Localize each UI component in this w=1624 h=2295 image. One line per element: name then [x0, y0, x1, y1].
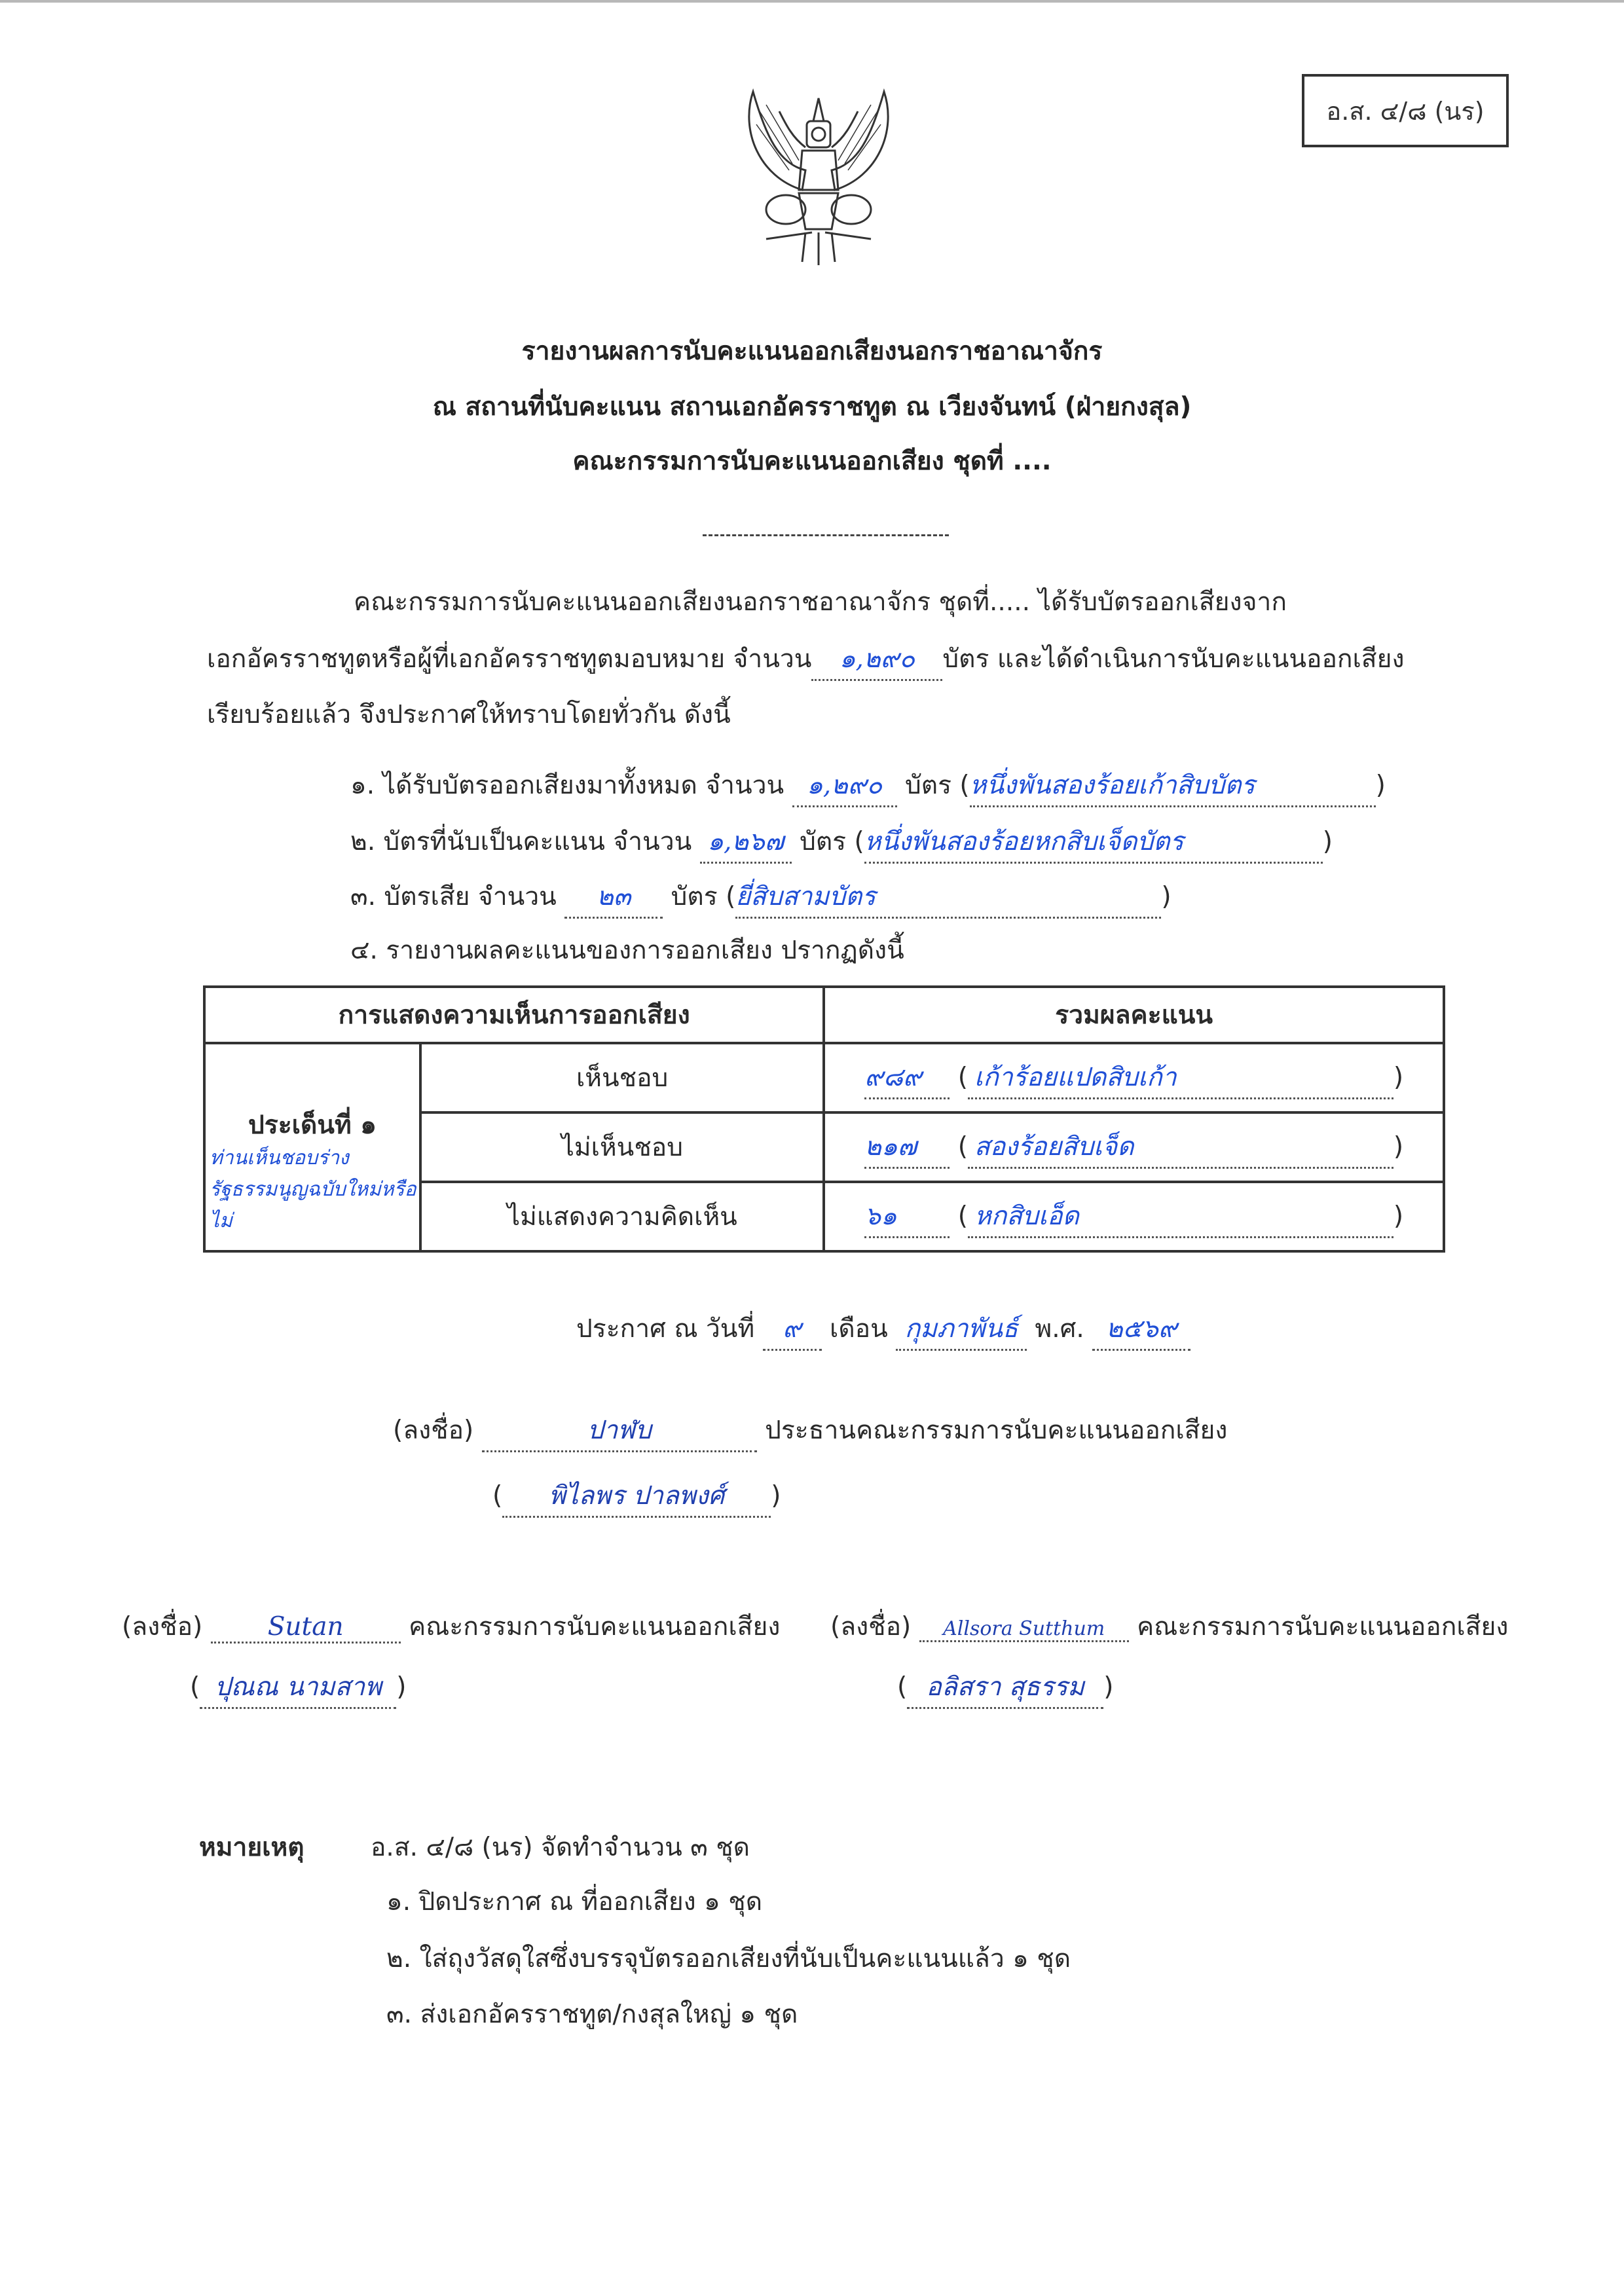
member1-name-line: ( ปุณณ นามสาพ )	[190, 1666, 406, 1709]
score-disapprove	[824, 1112, 1444, 1182]
item-2-value-field[interactable]: ๑,๒๖๗	[700, 821, 792, 864]
intro-line-3: เรียบร้อยแล้ว จึงประกาศให้ทราบโดยทั่วกัน ดังนี้	[207, 700, 731, 729]
item-1-value-field[interactable]: ๑,๒๙๐	[792, 765, 897, 807]
member1-name-field[interactable]: ปุณณ นามสาพ	[200, 1666, 396, 1709]
member2-name-line: ( อลิสรา สุธรรม )	[897, 1666, 1113, 1709]
form-code: อ.ส. ๔/๘ (นร)	[1326, 96, 1485, 126]
notes-intro: อ.ส. ๔/๘ (นร) จัดทำจำนวน ๓ ชุด	[371, 1833, 750, 1862]
intro-line-2-suffix: บัตร และได้ดำเนินการนับคะแนนออกเสียง	[942, 644, 1405, 674]
chair-role: ประธานคณะกรรมการนับคะแนนออกเสียง	[765, 1416, 1228, 1445]
day-field[interactable]: ๙	[763, 1308, 822, 1351]
item-counted-ballots	[350, 821, 1333, 864]
chair-name-line: ( พิไลพร ปาลพงศ์ )	[492, 1475, 781, 1518]
year-field[interactable]: ๒๕๖๙	[1092, 1308, 1190, 1351]
year-label: พ.ศ.	[1035, 1314, 1084, 1344]
member1-role: คณะกรรมการนับคะแนนออกเสียง	[409, 1612, 781, 1642]
item-3-label: ๓. บัตรเสีย จำนวน	[350, 882, 557, 911]
vote-results-table	[203, 985, 1445, 1253]
intro-line-2-prefix: เอกอัครราชทูตหรือผู้ที่เอกอัครราชทูตมอบหมาย จำนวน	[207, 644, 812, 674]
chair-name-field[interactable]: พิไลพร ปาลพงศ์	[502, 1475, 771, 1518]
title-line-2: ณ สถานที่นับคะแนน สถานเอกอัครราชทูต ณ เวียงจันทน์ (ฝ่ายกงสุล)	[432, 392, 1192, 422]
item-results-heading: ๔. รายงานผลคะแนนของการออกเสียง ปรากฏดังนี้	[350, 936, 904, 965]
item-1-close: )	[1375, 771, 1386, 800]
item-3-unit: บัตร (	[671, 882, 736, 911]
notes-title: หมายเหตุ	[199, 1833, 304, 1862]
title-line-1: รายงานผลการนับคะแนนออกเสียงนอกราชอาณาจักร	[521, 337, 1103, 366]
announcement-date	[576, 1308, 1190, 1351]
header-opinion: การแสดงความเห็นการออกเสียง	[204, 987, 824, 1043]
member2-signature-field[interactable]: Allsora Sutthum	[919, 1617, 1129, 1642]
member1-signature-line	[122, 1606, 780, 1647]
score-approve-value-field[interactable]: ๙๘๙	[864, 1057, 950, 1099]
title-line-3: คณะกรรมการนับคะแนนออกเสียง ชุดที่ ....	[572, 447, 1052, 476]
member2-sign-label: (ลงชื่อ)	[830, 1612, 912, 1642]
note-item-1: ๑. ปิดประกาศ ณ ที่ออกเสียง ๑ ชุด	[386, 1887, 763, 1917]
item-3-close: )	[1161, 882, 1172, 911]
score-disapprove-value-field[interactable]: ๒๑๗	[864, 1126, 950, 1169]
item-1-words-field[interactable]: หนึ่งพันสองร้อยเก้าสิบบัตร	[970, 765, 1376, 807]
garuda-emblem-icon	[740, 85, 897, 268]
score-no-opinion-words-field[interactable]: หกสิบเอ็ด	[968, 1196, 1393, 1238]
paren-close: )	[1393, 1201, 1404, 1231]
paren-close: )	[1393, 1062, 1404, 1092]
chair-signature-line	[393, 1410, 1227, 1452]
title-divider	[703, 534, 949, 536]
item-1-unit: บัตร (	[905, 771, 970, 800]
announcement-label: ประกาศ ณ วันที่	[576, 1314, 755, 1344]
member1-sign-label: (ลงชื่อ)	[122, 1612, 203, 1642]
item-total-ballots	[350, 765, 1386, 807]
scan-edge	[0, 0, 1624, 3]
member2-role: คณะกรรมการนับคะแนนออกเสียง	[1137, 1612, 1509, 1642]
paren-open: (	[957, 1131, 968, 1162]
month-label: เดือน	[829, 1314, 888, 1344]
issue-label: ประเด็นที่ ๑	[248, 1111, 377, 1140]
item-1-label: ๑. ได้รับบัตรออกเสียงมาทั้งหมด จำนวน	[350, 771, 784, 800]
issue-question-field[interactable]	[210, 1143, 419, 1237]
note-item-2: ๒. ใส่ถุงวัสดุใสซึ่งบรรจุบัตรออกเสียงที่นับเป็นคะแนนแล้ว ๑ ชุด	[386, 1944, 1071, 1974]
table-row	[204, 1043, 1444, 1112]
chair-sign-label: (ลงชื่อ)	[393, 1416, 474, 1445]
note-item-3: ๓. ส่งเอกอัครราชทูต/กงสุลใหญ่ ๑ ชุด	[386, 2000, 798, 2029]
option-no-opinion: ไม่แสดงความคิดเห็น	[420, 1182, 824, 1251]
issue-question-text: ท่านเห็นชอบร่างรัฐธรรมนูญฉบับใหม่หรือไม่	[210, 1147, 416, 1232]
form-code-box	[1302, 74, 1509, 147]
table-header-row	[204, 987, 1444, 1043]
month-field[interactable]: กุมภาพันธ์	[896, 1308, 1027, 1351]
option-disapprove: ไม่เห็นชอบ	[420, 1112, 824, 1182]
paren-close: )	[1393, 1131, 1404, 1162]
score-no-opinion-value-field[interactable]: ๖๑	[864, 1196, 950, 1238]
item-2-words-field[interactable]: หนึ่งพันสองร้อยหกสิบเจ็ดบัตร	[864, 821, 1323, 864]
item-3-value-field[interactable]: ๒๓	[564, 876, 663, 919]
score-approve-words-field[interactable]: เก้าร้อยแปดสิบเก้า	[968, 1057, 1393, 1099]
option-approve: เห็นชอบ	[420, 1043, 824, 1112]
score-disapprove-words-field[interactable]: สองร้อยสิบเจ็ด	[968, 1126, 1393, 1169]
chair-signature-field[interactable]: ปาฬบ	[482, 1410, 757, 1452]
item-2-close: )	[1322, 827, 1333, 856]
header-total-score: รวมผลคะแนน	[824, 987, 1444, 1043]
score-approve	[824, 1043, 1444, 1112]
ballots-received-field[interactable]: ๑,๒๙๐	[811, 638, 942, 681]
paren-open: (	[957, 1062, 968, 1092]
member2-name-field[interactable]: อลิสรา สุธรรม	[907, 1666, 1103, 1709]
issue-cell	[204, 1043, 420, 1251]
item-2-unit: บัตร (	[800, 827, 864, 856]
score-no-opinion	[824, 1182, 1444, 1251]
paren-open: (	[957, 1201, 968, 1231]
intro-line-1: คณะกรรมการนับคะแนนออกเสียงนอกราชอาณาจักร ชุดที่..... ได้รับบัตรออกเสียงจาก	[354, 587, 1287, 617]
member1-signature-field[interactable]: Sutan	[211, 1612, 401, 1643]
member2-signature-line	[830, 1606, 1508, 1647]
item-spoiled-ballots	[350, 876, 1172, 919]
intro-line-2	[207, 638, 1405, 681]
item-2-label: ๒. บัตรที่นับเป็นคะแนน จำนวน	[350, 827, 692, 856]
item-3-words-field[interactable]: ยี่สิบสามบัตร	[735, 876, 1161, 919]
